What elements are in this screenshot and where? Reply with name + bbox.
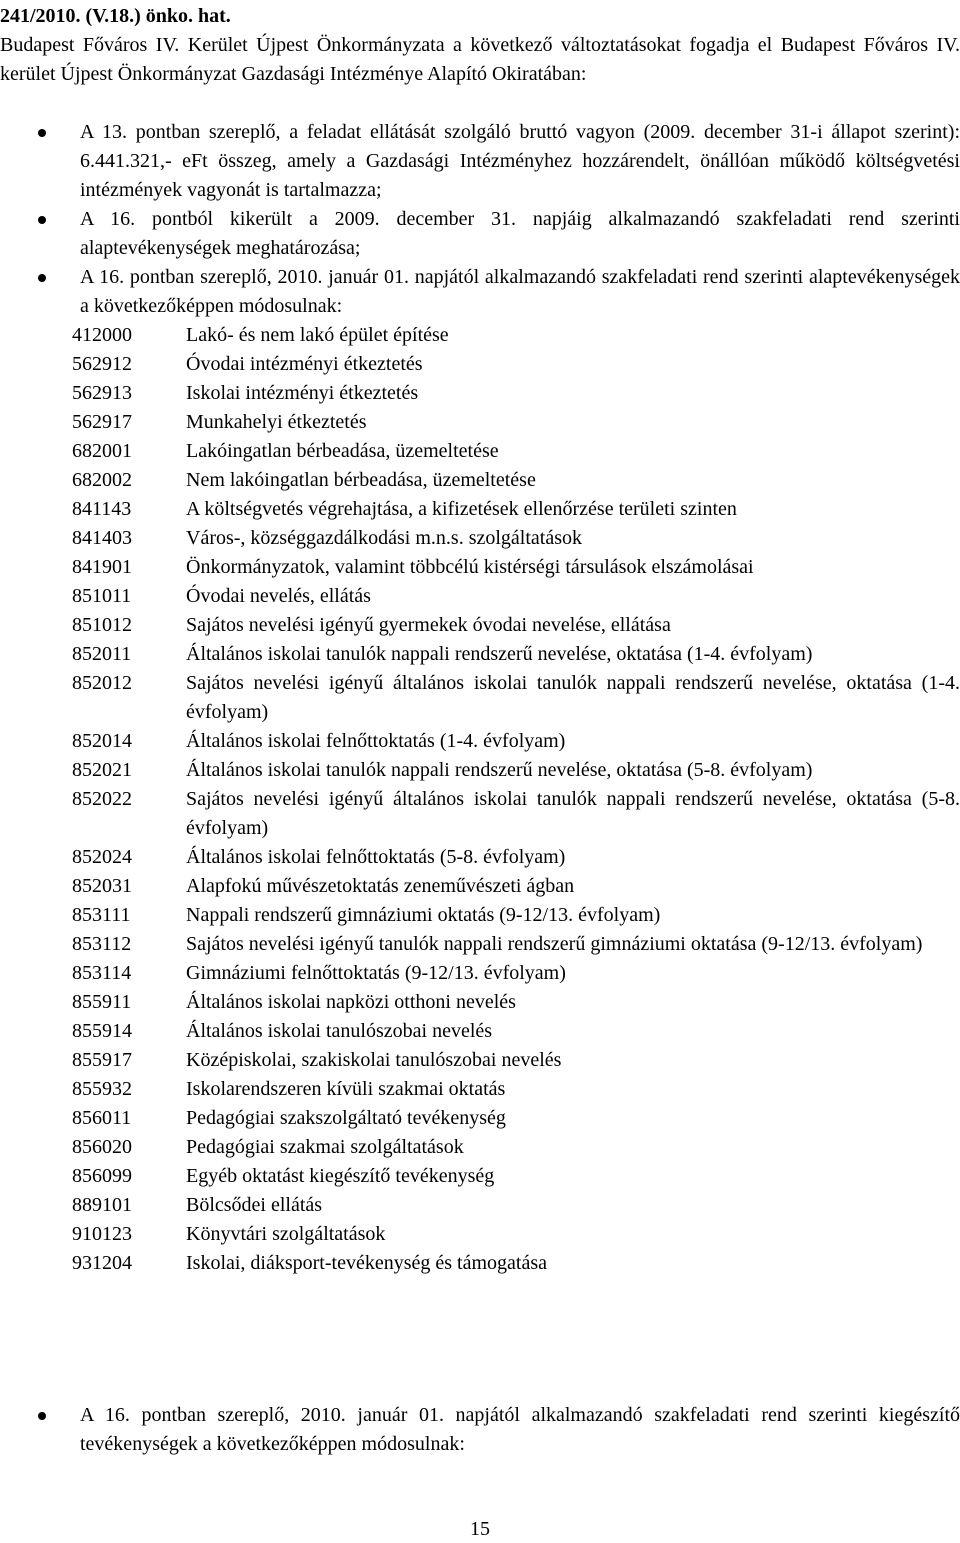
activity-code: 852031 — [72, 875, 132, 897]
activity-row — [0, 959, 960, 988]
activity-row — [0, 1191, 960, 1220]
activity-row — [0, 1220, 960, 1249]
activity-description: Iskolai intézményi étkeztetés — [186, 382, 419, 404]
activity-code: 562912 — [72, 353, 132, 375]
bullet-text: A 16. pontban szereplő, 2010. január 01. napjától alkalmazandó szakfeladati rend szerinti kiegészítő tevékenységek a következőképpen módosulnak: — [80, 1404, 960, 1455]
intro-paragraph: Budapest Főváros IV. Kerület Újpest Önkormányzata a következő változtatásokat fogadja el Budapest Főváros IV. kerület Újpest Önkormányzat Gazdasági Intézménye Alapító Okiratában: — [0, 34, 960, 85]
activity-description: Lakó- és nem lakó épület építése — [186, 324, 449, 346]
activity-code: 682002 — [72, 469, 132, 491]
resolution-number: 241/2010. (V.18.) önko. hat. — [0, 5, 231, 27]
activity-row — [0, 756, 960, 785]
activity-code: 856020 — [72, 1136, 132, 1158]
activity-code: 852024 — [72, 846, 132, 868]
activity-description: Sajátos nevelési igényű gyermekek óvodai nevelése, ellátása — [186, 614, 671, 636]
activity-description: Önkormányzatok, valamint többcélú kistérségi társulások elszámolásai — [186, 556, 754, 578]
activity-row — [0, 582, 960, 611]
bullet-text: A 16. pontból kikerült a 2009. december 31. napjáig alkalmazandó szakfeladati rend szerinti alaptevékenységek meghatározása; — [80, 208, 960, 259]
activity-row — [0, 1162, 960, 1191]
activity-description: Általános iskolai felnőttoktatás (1-4. évfolyam) — [186, 730, 566, 752]
activity-code: 853111 — [72, 904, 131, 926]
activity-description: Nem lakóingatlan bérbeadása, üzemeltetése — [186, 469, 536, 491]
activity-code: 852022 — [72, 788, 132, 810]
activity-description: Lakóingatlan bérbeadása, üzemeltetése — [186, 440, 499, 462]
activity-description: Sajátos nevelési igényű tanulók nappali rendszerű gimnáziumi oktatása (9-12/13. évfolyam) — [186, 933, 923, 955]
activity-description: Pedagógiai szakmai szolgáltatások — [186, 1136, 464, 1158]
activity-code: 889101 — [72, 1194, 132, 1216]
activity-code: 855911 — [72, 991, 132, 1013]
activity-row — [0, 1104, 960, 1133]
activity-description: Általános iskolai tanulószobai nevelés — [186, 1020, 493, 1042]
activity-description: Óvodai nevelés, ellátás — [186, 585, 371, 607]
page-number: 15 — [470, 1518, 490, 1540]
activity-code: 855917 — [72, 1049, 132, 1071]
activity-description: Pedagógiai szakszolgáltató tevékenység — [186, 1107, 506, 1129]
activity-row — [0, 524, 960, 553]
activity-row — [0, 495, 960, 524]
activity-code: 852021 — [72, 759, 132, 781]
bullet-icon — [38, 274, 46, 282]
activity-row — [0, 930, 960, 959]
activity-row — [0, 350, 960, 379]
bullet-icon — [38, 129, 46, 137]
activity-description: Alapfokú művészetoktatás zeneművészeti ágban — [186, 875, 575, 897]
activity-description: Bölcsődei ellátás — [186, 1194, 323, 1216]
activity-description: Nappali rendszerű gimnáziumi oktatás (9-12/13. évfolyam) — [186, 904, 661, 926]
activity-description: Város-, községgazdálkodási m.n.s. szolgáltatások — [186, 527, 583, 549]
activity-code: 841901 — [72, 556, 132, 578]
activity-code: 852014 — [72, 730, 132, 752]
activity-description: Óvodai intézményi étkeztetés — [186, 353, 423, 375]
activity-code: 851012 — [72, 614, 132, 636]
activity-row — [0, 727, 960, 756]
activity-code: 853112 — [72, 933, 132, 955]
activity-row — [0, 872, 960, 901]
activity-code: 853114 — [72, 962, 132, 984]
activity-row — [0, 988, 960, 1017]
activity-description: Általános iskolai tanulók nappali rendszerű nevelése, oktatása (1-4. évfolyam) — [186, 643, 813, 665]
activity-row — [0, 901, 960, 930]
activity-row — [0, 611, 960, 640]
activity-description: Általános iskolai felnőttoktatás (5-8. évfolyam) — [186, 846, 566, 868]
bullet-text: A 16. pontban szereplő, 2010. január 01. napjától alkalmazandó szakfeladati rend szerinti alaptevékenységek a következőképpen módosulnak: — [80, 266, 960, 317]
activity-row — [0, 379, 960, 408]
activity-description: Munkahelyi étkeztetés — [186, 411, 367, 433]
bullet-text: A 13. pontban szereplő, a feladat ellátását szolgáló bruttó vagyon (2009. december 31-i állapot szerint): 6.441.321,- eFt összeg, amely a Gazdasági Intézményhez hozzárendelt, önállóan működő költségvetési intézmények vagyonát is tartalmazza; — [80, 121, 960, 201]
bullet-icon — [38, 1412, 46, 1420]
activity-code: 910123 — [72, 1223, 132, 1245]
activity-code: 852012 — [72, 672, 132, 694]
activity-code: 855932 — [72, 1078, 132, 1100]
activity-code: 412000 — [72, 324, 132, 346]
activity-code: 856011 — [72, 1107, 132, 1129]
activity-code: 562917 — [72, 411, 132, 433]
activity-code: 851011 — [72, 585, 132, 607]
activity-row — [0, 321, 960, 350]
activity-code: 562913 — [72, 382, 132, 404]
activity-row — [0, 1017, 960, 1046]
activity-row — [0, 785, 960, 843]
activity-row — [0, 437, 960, 466]
activity-row — [0, 1075, 960, 1104]
activity-code: 841403 — [72, 527, 132, 549]
activity-row — [0, 1249, 960, 1278]
activity-row — [0, 669, 960, 727]
activity-code: 856099 — [72, 1165, 132, 1187]
activity-row — [0, 1046, 960, 1075]
activity-description: Iskolai, diáksport-tevékenység és támogatása — [186, 1252, 547, 1274]
bullet-icon — [38, 216, 46, 224]
activity-description: A költségvetés végrehajtása, a kifizetések ellenőrzése területi szinten — [186, 498, 737, 520]
activity-description: Gimnáziumi felnőttoktatás (9-12/13. évfolyam) — [186, 962, 566, 984]
activity-description: Sajátos nevelési igényű általános iskolai tanulók nappali rendszerű nevelése, oktatása (1-4. évfolyam) — [186, 672, 960, 723]
activity-description: Sajátos nevelési igényű általános iskolai tanulók nappali rendszerű nevelése, oktatása (5-8. évfolyam) — [186, 788, 960, 839]
activity-description: Könyvtári szolgáltatások — [186, 1223, 386, 1245]
activity-row — [0, 843, 960, 872]
activity-code: 852011 — [72, 643, 132, 665]
activity-code: 682001 — [72, 440, 132, 462]
activity-code: 931204 — [72, 1252, 132, 1274]
activity-description: Iskolarendszeren kívüli szakmai oktatás — [186, 1078, 506, 1100]
activity-description: Általános iskolai tanulók nappali rendszerű nevelése, oktatása (5-8. évfolyam) — [186, 759, 813, 781]
activity-code-list — [0, 321, 960, 1278]
activity-row — [0, 408, 960, 437]
activity-description: Egyéb oktatást kiegészítő tevékenység — [186, 1165, 495, 1187]
activity-code: 841143 — [72, 498, 132, 520]
activity-description: Általános iskolai napközi otthoni nevelés — [186, 991, 516, 1013]
activity-code: 855914 — [72, 1020, 132, 1042]
activity-row — [0, 466, 960, 495]
activity-row — [0, 1133, 960, 1162]
activity-row — [0, 640, 960, 669]
activity-description: Középiskolai, szakiskolai tanulószobai nevelés — [186, 1049, 562, 1071]
activity-row — [0, 553, 960, 582]
